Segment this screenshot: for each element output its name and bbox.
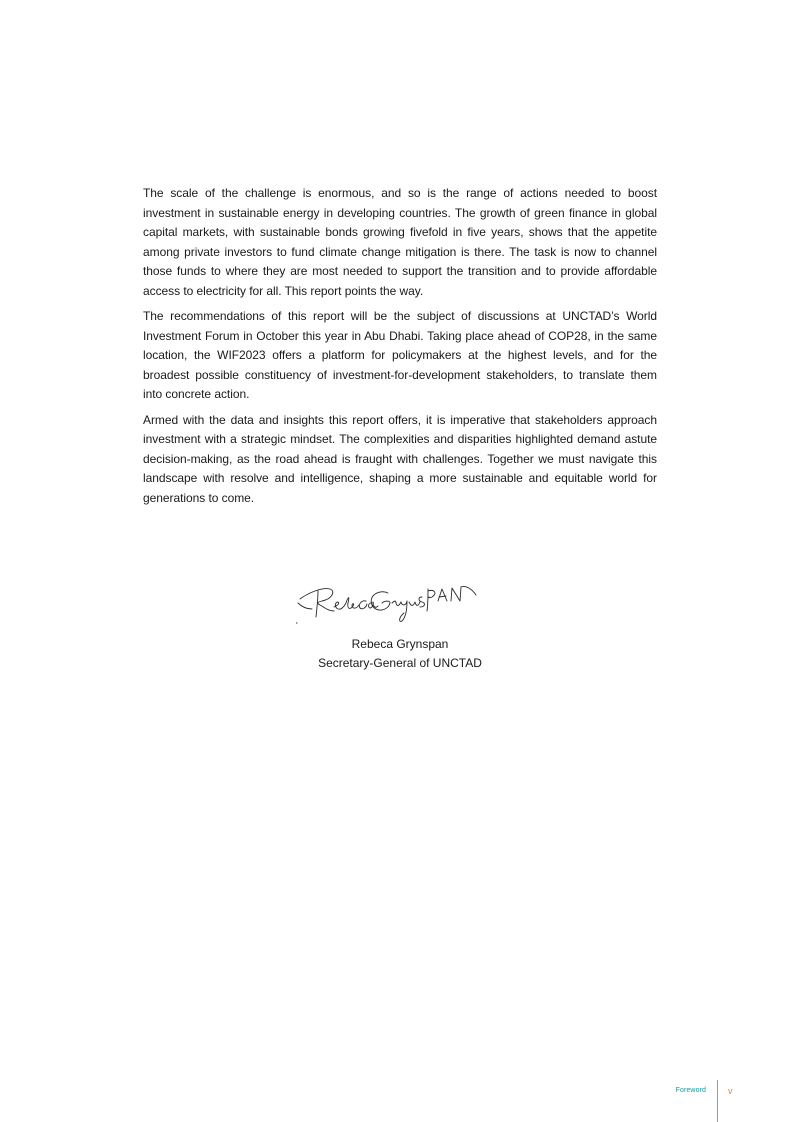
paragraph: The scale of the challenge is enormous, and so is the range of actions needed to boost investment in sustainable energy in developing countries. The growth of green finance in global capital markets, with sustainable bonds growing fivefold in five years, shows that the appetite among private investors to fund climate change mitigation is there. The task is now to channel those funds to where they are most needed to support the transition and to provide affordable access to electricity for all. This report points the way. bbox=[143, 186, 657, 298]
signature-image bbox=[296, 573, 486, 628]
foreword-body bbox=[143, 184, 657, 514]
signatory-title: Secretary-General of UNCTAD bbox=[318, 656, 482, 670]
paragraph: The recommendations of this report will be the subject of discussions at UNCTAD’s World Investment Forum in October this year in Abu Dhabi. Taking place ahead of COP28, in the same location, the WIF2023 offers a platform for policymakers at the highest levels, and for the broadest possible constituency of investment-for-development stakeholders, to translate them into concrete action. bbox=[143, 309, 657, 401]
signatory-name: Rebeca Grynspan bbox=[351, 637, 449, 651]
footer-divider bbox=[717, 1080, 718, 1122]
paragraph: Armed with the data and insights this report offers, it is imperative that stakeholders approach investment with a strategic mindset. The complexities and disparities highlighted demand astute decision-making, as the road ahead is fraught with challenges. Together we must navigate this landscape with resolve and intelligence, shaping a more sustainable and equitable world for generations to come. bbox=[143, 412, 657, 505]
footer-page-number: v bbox=[728, 1086, 733, 1096]
footer-section-label: Foreword bbox=[675, 1087, 706, 1094]
signatory-block bbox=[250, 635, 550, 673]
